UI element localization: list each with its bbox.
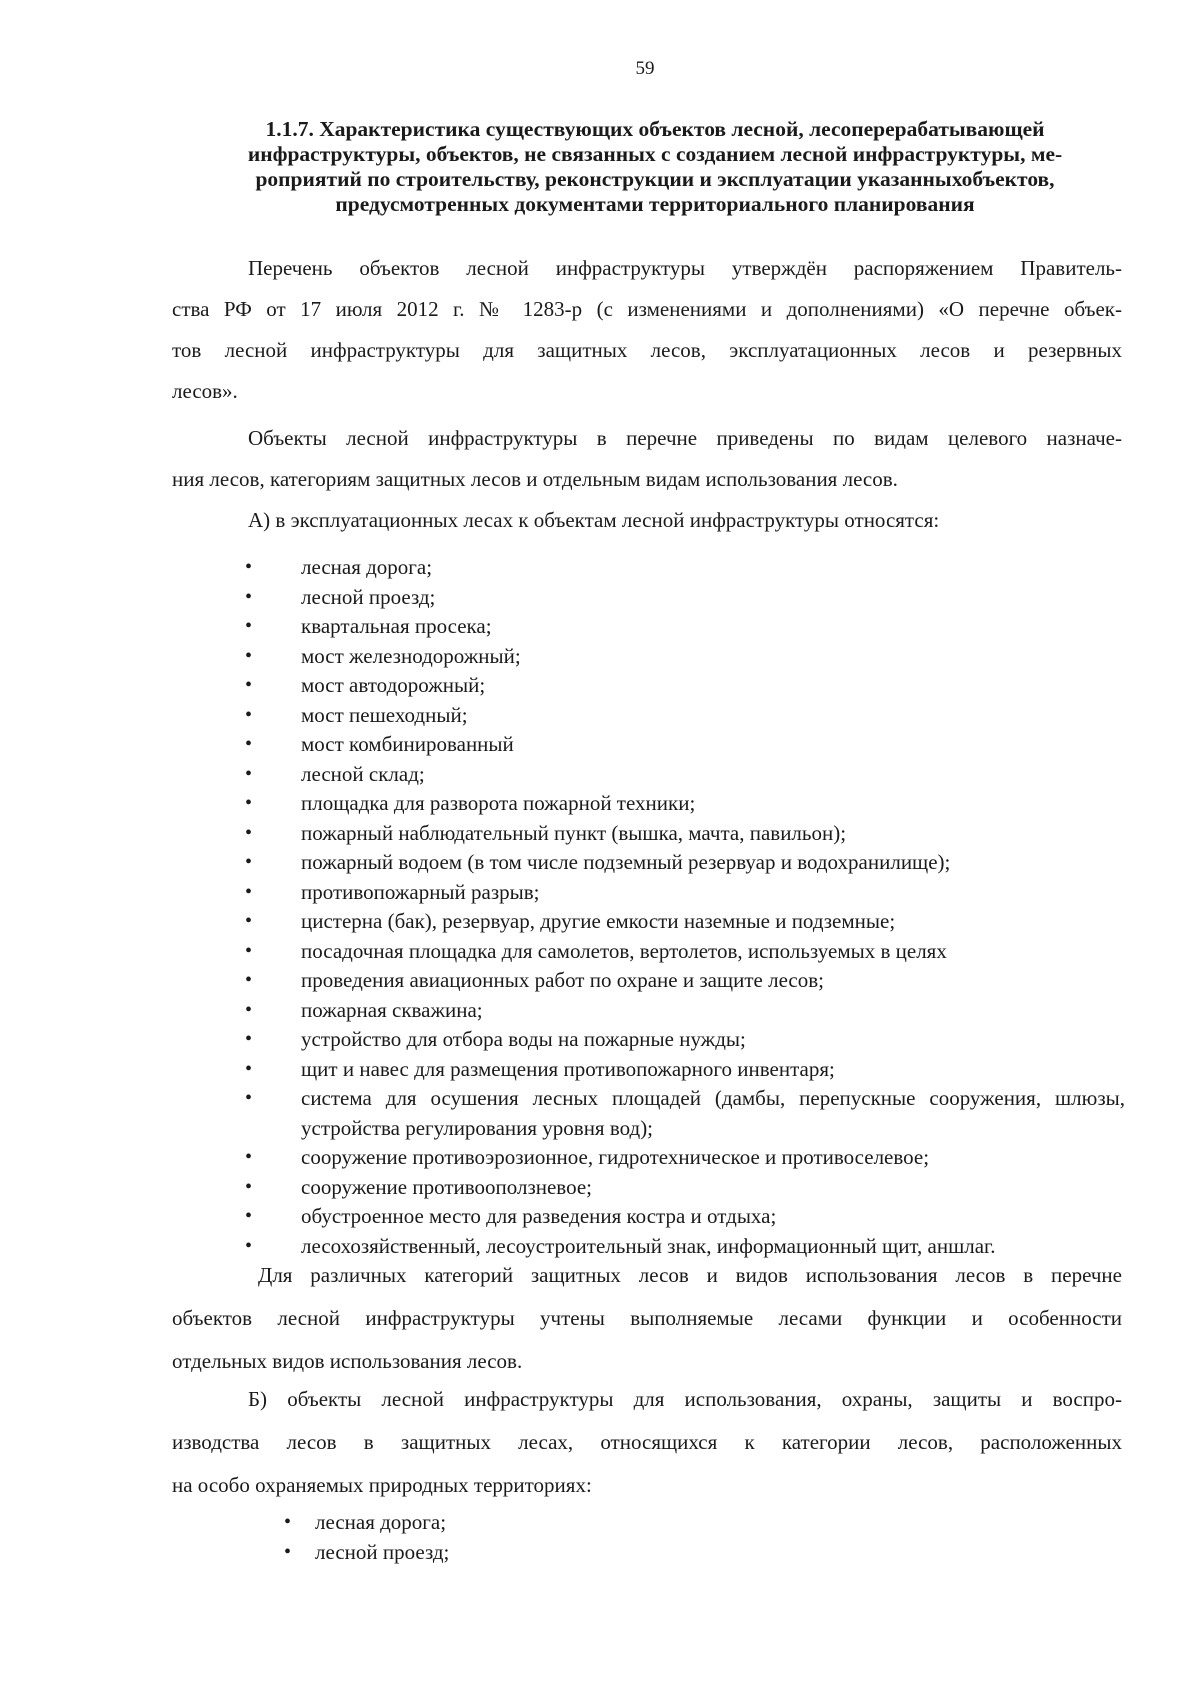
bullet-icon: • <box>245 1057 253 1080</box>
paragraph-line: изводства лесов в защитных лесах, относящихся к категории лесов, расположенных <box>172 1430 1122 1454</box>
list-item-text: система для осушения лесных площадей (дамбы, перепускные сооружения, шлюзы, устройства регулирования уровня вод); <box>301 1086 1125 1140</box>
bullet-icon: • <box>245 880 253 903</box>
list-item <box>245 1173 1125 1203</box>
paragraph-line: тов лесной инфраструктуры для защитных лесов, эксплуатационных лесов и резервных <box>172 338 1122 362</box>
paragraph-line: Б) объекты лесной инфраструктуры для использования, охраны, защиты и воспро- <box>248 1387 1122 1411</box>
list-item-text: лесная дорога; <box>301 555 433 579</box>
heading-line: 1.1.7. Характеристика существующих объектов лесной, лесоперерабатывающей <box>265 117 1045 141</box>
bullet-icon: • <box>245 703 253 726</box>
list-item-text: лесной склад; <box>301 761 425 786</box>
list-item <box>245 612 1125 642</box>
list-item-text: лесной проезд; <box>315 1540 450 1564</box>
list-item <box>245 642 1125 672</box>
list-item-text: обустроенное место для разведения костра и отдыха; <box>301 1204 777 1228</box>
list-item <box>245 1202 1125 1232</box>
paragraph-infrastructure-list-decree <box>172 248 1122 412</box>
bullet-icon: • <box>245 615 253 637</box>
list-item <box>245 789 1125 819</box>
list-item <box>245 907 1125 937</box>
list-item <box>245 966 1125 996</box>
bullet-icon: • <box>245 1205 253 1227</box>
bullet-icon: • <box>284 1541 292 1563</box>
paragraph-line: А) в эксплуатационных лесах к объектам лесной инфраструктуры относятся: <box>248 508 940 532</box>
list-item <box>245 583 1125 613</box>
list-item <box>245 1143 1125 1173</box>
list-item-text: сооружение противооползневое; <box>301 1174 592 1199</box>
paragraph-line: ства РФ от 17 июля 2012 г. № 1283-р (с изменениями и дополнениями) «О перечне объек- <box>172 297 1122 321</box>
list-item-text: лесохозяйственный, лесоустроительный знак, информационный щит, аншлаг. <box>301 1233 996 1258</box>
list-item <box>245 1055 1125 1085</box>
list-item <box>245 1084 1125 1143</box>
paragraph-protective-categories <box>172 1254 1122 1383</box>
heading-line: предусмотренных документами территориального планирования <box>335 192 975 216</box>
paragraph-line: лесов». <box>172 379 238 403</box>
bullet-icon: • <box>245 644 253 667</box>
list-item-text: мост пешеходный; <box>301 702 468 727</box>
bullet-icon: • <box>245 762 253 785</box>
bullet-icon: • <box>245 733 253 755</box>
list-item <box>245 1025 1125 1055</box>
list-item-text: мост комбинированный <box>301 732 514 756</box>
bullet-icon: • <box>245 998 253 1021</box>
list-item <box>245 878 1125 908</box>
list-item-text: мост автодорожный; <box>301 673 486 697</box>
bullet-icon: • <box>245 1234 253 1257</box>
bullet-icon: • <box>245 1175 253 1198</box>
bullet-icon: • <box>245 674 253 696</box>
list-item <box>284 1537 884 1567</box>
list-a-exploitation-forests <box>245 553 1125 1261</box>
list-item <box>284 1507 884 1537</box>
bullet-icon: • <box>245 939 253 962</box>
list-item-text: устройство для отбора воды на пожарные нужды; <box>301 1027 746 1051</box>
bullet-icon: • <box>284 1511 292 1533</box>
list-item-text: пожарный водоем (в том числе подземный резервуар и водохранилище); <box>301 850 951 874</box>
list-item <box>245 730 1125 760</box>
paragraph-line: Объекты лесной инфраструктуры в перечне приведены по видам целевого назначе- <box>248 426 1122 450</box>
paragraph-line: Перечень объектов лесной инфраструктуры утверждён распоряжением Правитель- <box>248 256 1122 280</box>
paragraph-line: Для различных категорий защитных лесов и видов использования лесов в перечне <box>258 1263 1122 1287</box>
list-item <box>245 819 1125 849</box>
bullet-icon: • <box>245 1146 253 1168</box>
list-item-text: квартальная просека; <box>301 614 492 638</box>
bullet-icon: • <box>245 969 253 991</box>
list-item <box>245 937 1125 967</box>
list-item-text: посадочная площадка для самолетов, вертолетов, используемых в целях <box>301 938 947 963</box>
paragraph-line: на особо охраняемых природных территориях: <box>172 1473 592 1497</box>
bullet-icon: • <box>245 1028 253 1050</box>
list-item <box>245 996 1125 1026</box>
list-item-text: цистерна (бак), резервуар, другие емкости наземные и подземные; <box>301 909 896 933</box>
list-item-text: пожарный наблюдательный пункт (вышка, мачта, павильон); <box>301 820 847 845</box>
paragraph-line: объектов лесной инфраструктуры учтены выполняемые лесами функции и особенности <box>172 1306 1122 1330</box>
list-item <box>245 848 1125 878</box>
paragraph-list-a-intro <box>172 505 1122 535</box>
list-item-text: пожарная скважина; <box>301 997 483 1022</box>
list-item <box>245 760 1125 790</box>
bullet-icon: • <box>245 821 253 844</box>
list-item <box>245 553 1125 583</box>
page-number: 59 <box>635 58 655 79</box>
heading-line: инфраструктуры, объектов, не связанных с созданием лесной инфраструктуры, ме- <box>247 142 1063 166</box>
list-item-text: мост железнодорожный; <box>301 643 521 668</box>
bullet-icon: • <box>245 792 253 814</box>
list-b-protected-territories <box>284 1507 884 1567</box>
paragraph-line: отдельных видов использования лесов. <box>172 1349 523 1373</box>
bullet-icon: • <box>245 851 253 873</box>
list-item-text: противопожарный разрыв; <box>301 879 540 904</box>
paragraph-line: ния лесов, категориям защитных лесов и отдельным видам использования лесов. <box>172 467 898 491</box>
list-item-text: щит и навес для размещения противопожарного инвентаря; <box>301 1056 835 1081</box>
list-item-text: проведения авиационных работ по охране и защите лесов; <box>301 968 824 992</box>
bullet-icon: • <box>245 556 253 578</box>
section-heading <box>185 117 1125 217</box>
list-item-text: лесная дорога; <box>315 1510 447 1534</box>
bullet-icon: • <box>245 585 253 608</box>
paragraph-objects-grouping <box>172 418 1122 500</box>
list-item-text: лесной проезд; <box>301 584 436 609</box>
bullet-icon: • <box>245 910 253 932</box>
list-item <box>245 701 1125 731</box>
list-item <box>245 671 1125 701</box>
bullet-icon: • <box>245 1087 253 1109</box>
list-item-text: сооружение противоэрозионное, гидротехническое и противоселевое; <box>301 1145 930 1169</box>
heading-line: роприятий по строительству, реконструкции и эксплуатации указанныхобъектов, <box>255 167 1055 191</box>
list-item-text: площадка для разворота пожарной техники; <box>301 791 696 815</box>
paragraph-list-b-intro <box>172 1378 1122 1507</box>
